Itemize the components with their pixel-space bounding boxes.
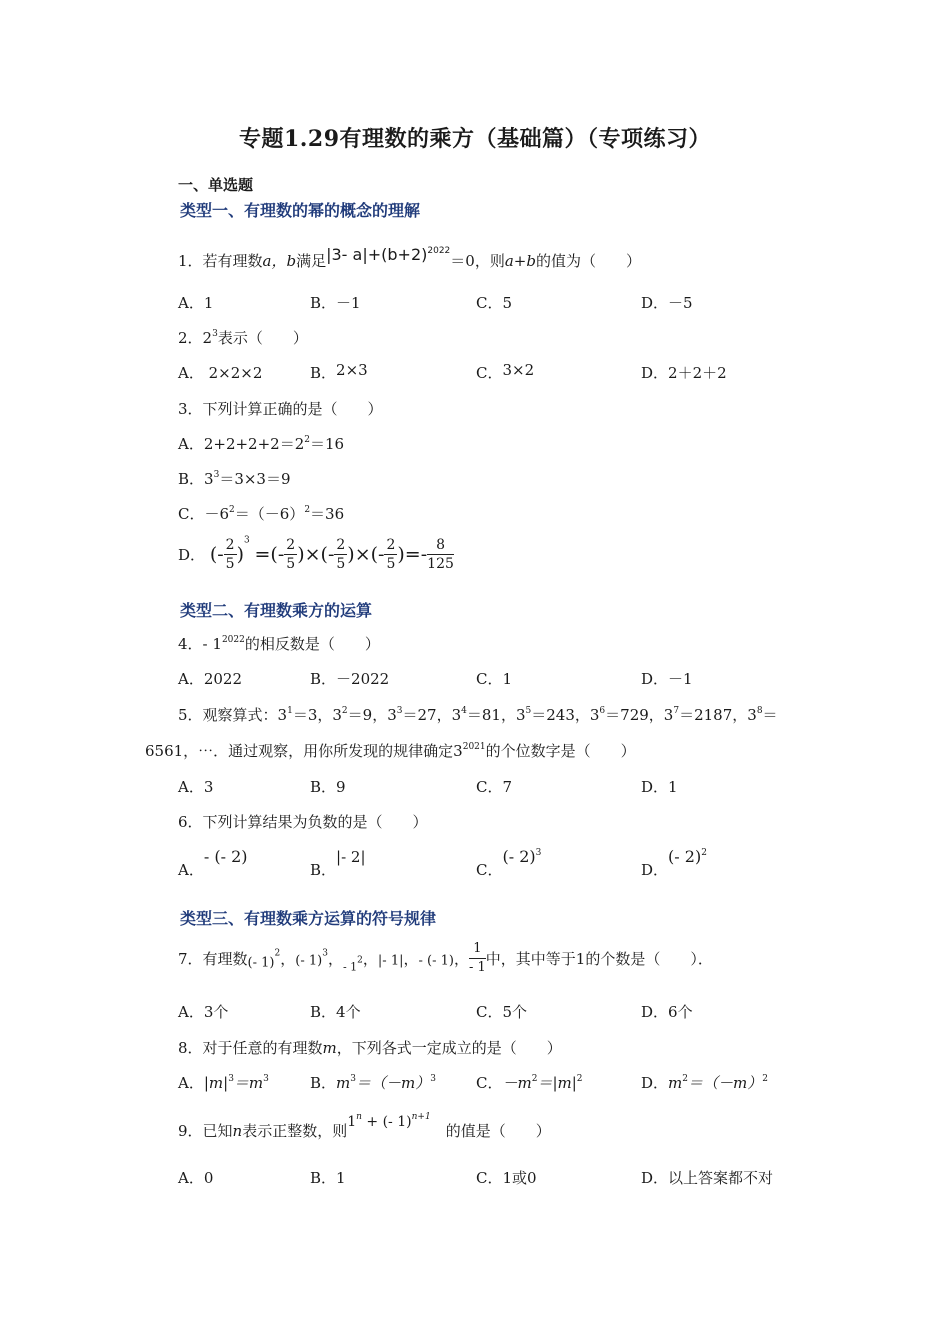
question-5-line-2: 6561，⋯．通过观察，用你所发现的规律确定$3^{2021}$的个位数字是（ ）: [145, 742, 636, 760]
question-6: 6．下列计算结果为负数的是（ ）: [178, 813, 428, 831]
q8-option-a[interactable]: A．$|m|^3=m^3$: [178, 1074, 269, 1092]
q4-option-c[interactable]: C．1: [476, 670, 513, 688]
type-heading-1: 类型一、有理数的幂的概念的理解: [180, 201, 421, 220]
q9-option-d[interactable]: D．以上答案都不对: [641, 1169, 774, 1187]
q6-option-b[interactable]: B．|- 2|: [310, 848, 366, 879]
section-heading: 一、单选题: [178, 176, 254, 194]
q2-option-d[interactable]: D．2＋2＋2: [641, 364, 727, 382]
question-9: 9．已知n表示正整数，则1$^n$ + (- 1)$^{n+1}$ 的值是（ ）: [178, 1112, 551, 1140]
q1-option-d[interactable]: D．－5: [641, 294, 693, 312]
q4-option-a[interactable]: A．2022: [178, 670, 243, 688]
question-3: 3．下列计算正确的是（ ）: [178, 400, 383, 418]
page-title: 专题1.29有理数的乘方（基础篇）（专项练习）: [238, 126, 712, 152]
q8-option-b[interactable]: B．$m^3=(-m)^3$: [310, 1074, 436, 1092]
q5-option-c[interactable]: C．7: [476, 778, 513, 796]
q3-option-b[interactable]: B．$3^3=3\times 3=9$: [178, 470, 291, 488]
q5-option-d[interactable]: D．1: [641, 778, 678, 796]
question-7: 7．有理数(- 1)$^2$，(- 1)$^3$，$_{- 1}$2，|- 1|，- (- 1)， $\frac{1}{- 1}$ 中，其中等于1的个数是（ ）．: [178, 941, 713, 975]
q9-option-c[interactable]: C．1或0: [476, 1169, 537, 1187]
q3-option-d[interactable]: D． (- $\frac{2}{5}$ )$^3$ =(- $\frac{2}{5}$ )×(- $\frac{2}{5}$ )×(- $\frac{2}{5}$ )=- $\frac{8}{125}$: [178, 535, 454, 572]
q7-option-c[interactable]: C．5个: [476, 1003, 528, 1021]
q9-option-a[interactable]: A．0: [178, 1169, 214, 1187]
q3-option-c[interactable]: C．$-6^2=(-6)^2=36$: [178, 505, 345, 523]
q2-option-c[interactable]: C．3×2: [476, 361, 535, 382]
q2-option-a[interactable]: A． 2×2×2: [178, 364, 263, 382]
q4-option-b[interactable]: B．－2022: [310, 670, 390, 688]
q4-option-d[interactable]: D．－1: [641, 670, 693, 688]
q9-option-b[interactable]: B．1: [310, 1169, 346, 1187]
q1-option-a[interactable]: A．1: [178, 294, 214, 312]
q5-option-a[interactable]: A．3: [178, 778, 214, 796]
q1-option-c[interactable]: C．5: [476, 294, 513, 312]
q3-option-a[interactable]: A．$2+2+2+2=2^2=16$: [178, 435, 345, 453]
question-4: 4．- $1^{2022}$的相反数是（ ）: [178, 635, 380, 653]
q7-option-d[interactable]: D．6个: [641, 1003, 693, 1021]
question-2: 2．$2^3$表示（ ）: [178, 329, 308, 347]
question-8: 8．对于任意的有理数m，下列各式一定成立的是（ ）: [178, 1039, 562, 1057]
q5-option-b[interactable]: B．9: [310, 778, 346, 796]
q8-option-d[interactable]: D．$m^2=(-m)^2$: [641, 1074, 768, 1092]
q9-formula: 1$^n$ + (- 1)$^{n+1}$: [347, 1112, 431, 1130]
q7-option-b[interactable]: B．4个: [310, 1003, 361, 1021]
q8-option-c[interactable]: C．$-m^2=|m|^2$: [476, 1074, 583, 1092]
q6-option-a[interactable]: A．- (- 2): [178, 847, 248, 879]
q7-option-a[interactable]: A．3个: [178, 1003, 229, 1021]
type-heading-2: 类型二、有理数乘方的运算: [180, 601, 373, 620]
q6-option-d[interactable]: D．(- 2)$^2$: [641, 847, 707, 879]
q2-option-b[interactable]: B．2×3: [310, 361, 368, 382]
q1-formula: |3- $a|+(b+2)^{2022}$: [326, 245, 451, 264]
type-heading-3: 类型三、有理数乘方运算的符号规律: [180, 909, 437, 928]
q6-option-c[interactable]: C．(- 2)$^3$: [476, 847, 542, 879]
question-5-line-1: 5．观察算式：$3^1=3$，$3^2=9$，$3^3=27$，$3^4=81$，$3^5=243$，$3^6=729$，$3^7=2187$，$3^8=$: [178, 706, 778, 724]
q1-option-b[interactable]: B．－1: [310, 294, 361, 312]
question-1: 1．若有理数a，b满足|3- $a|+(b+2)^{2022}=0$，则a+b的值为（ ）: [178, 245, 641, 270]
